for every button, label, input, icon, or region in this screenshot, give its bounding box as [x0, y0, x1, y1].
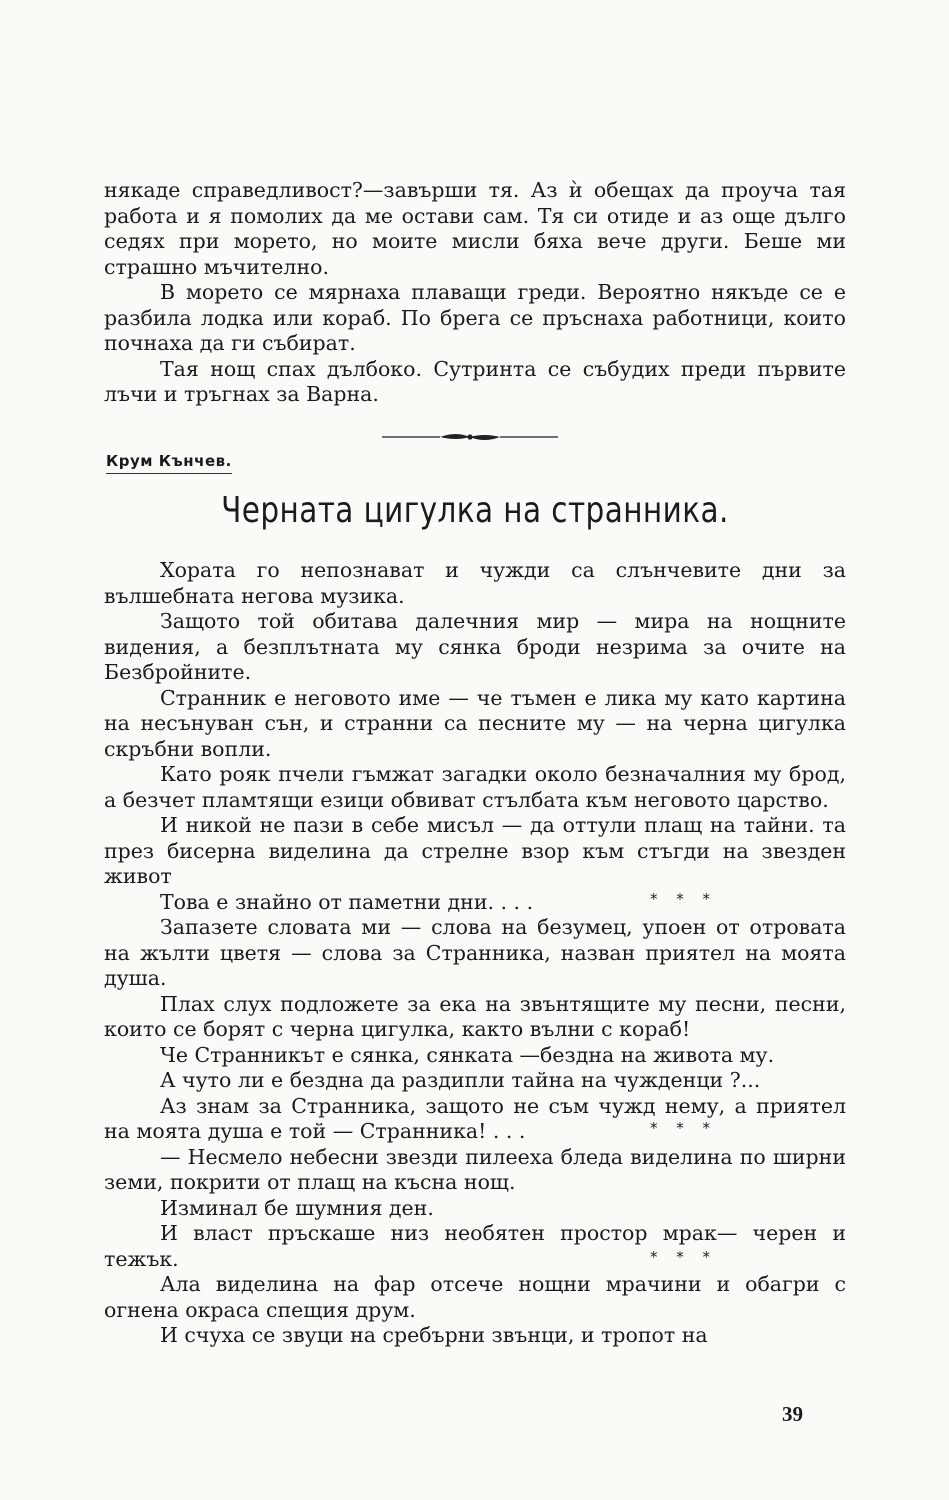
paragraph: И никой не пази в себе мисъл — да оттули плащ на тайни. та през бисерна виделина да стрелне взор към стъгди на звезден живот: [104, 813, 846, 888]
paragraph: Защото той обитава далечния мир — мира на нощните видения, а безплътната му сянка броди незрима за очите на Безбройните.: [104, 609, 846, 684]
paragraph: Странник е неговото име — че тъмен е лика му като картина на несънуван сън, и странни са песните му — на черна цигулка скръбни вопли.: [104, 685, 846, 761]
author-name: Крум Кънчев.: [106, 452, 232, 474]
paragraph: Хората го непознават и чужди са слънчевите дни за вълшебната негова музика.: [104, 558, 846, 608]
paragraph: Ала виделина на фар отсече нощни мрачини и обагри с огнена окраса спещия друм.: [104, 1272, 846, 1322]
section-break-stars: * * *: [650, 889, 718, 908]
paragraph: Това е знайно от паметни дни. . . .: [160, 889, 534, 914]
paragraph: Изминал бе шумния ден.: [160, 1195, 434, 1220]
paragraph: Че Странникът е сянка, сянката —бездна на живота му.: [160, 1042, 775, 1067]
paragraph: И счуха се звуци на сребърни звънци, и тропот на: [160, 1323, 708, 1347]
previous-story-ending: [104, 178, 846, 408]
paragraph: И власт пръскаше низ необятен простор мрак— черен и тежък.: [104, 1221, 846, 1271]
paragraph: — Несмело небесни звезди пилееха бледа виделина по ширни земи, покрити от плащ на късна нощ.: [104, 1144, 846, 1194]
section-break-stars: * * *: [650, 1118, 718, 1137]
page-number: 39: [782, 1402, 803, 1426]
paragraph: Като рояк пчели гъмжат загадки около безначалния му брод, а безчет пламтящи езици обвиват стълбата към неговото царство.: [104, 762, 846, 812]
paragraph: В морето се мярнаха плаващи греди. Вероятно някъде се е разбила лодка или кораб. По брега се пръснаха работници, които почнаха да ги събират.: [104, 280, 846, 355]
paragraph: Тая нощ спах дълбоко. Сутринта се събудих преди първите лъчи и тръгнах за Варна.: [104, 356, 846, 406]
section-break-stars: * * *: [650, 1248, 718, 1266]
story-title: Черната цигулка на странника.: [221, 490, 729, 531]
ornamental-divider: [382, 430, 558, 444]
paragraph: някаде справедливост?—завърши тя. Аз ѝ обещах да проуча тая работа и я помолих да ме остави сам. Тя си отиде и аз още дълго седях при морето, но моите мисли бяха вече други. Беше ми страшно мъчително.: [104, 178, 846, 279]
story-body: [104, 558, 846, 1349]
paragraph: А чуто ли е бездна да раздипли тайна на чужденци ?...: [160, 1068, 761, 1092]
paragraph: Аз знам за Странника, защото не съм чужд нему, а приятел на моята душа е той — Странника! . . .: [104, 1093, 846, 1143]
paragraph: Плах слух подложете за ека на звънтящите му песни, песни, които се борят с черна цигулка, както вълни с кораб!: [104, 991, 846, 1041]
paragraph: Запазете словата ми — слова на безумец, упоен от отровата на жълти цветя — слова за Странника, назван приятел на моята душа.: [104, 915, 846, 990]
